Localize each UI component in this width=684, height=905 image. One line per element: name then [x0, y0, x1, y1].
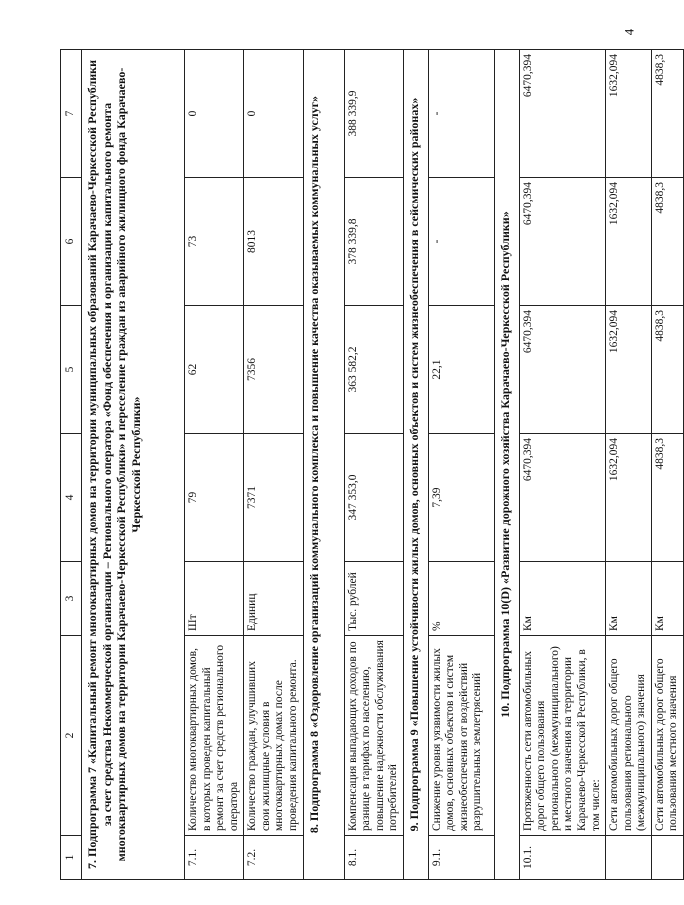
value-col7: -: [428, 50, 494, 178]
rotated-page: [60, 50, 680, 880]
value-col4: 79: [185, 434, 244, 562]
table-row: [244, 50, 303, 880]
value-col6: 1632,094: [606, 178, 652, 306]
value-col4: 7371: [244, 434, 303, 562]
value-col5: 1632,094: [606, 306, 652, 434]
row-number: [606, 836, 652, 880]
table-row: [344, 50, 403, 880]
unit: %: [428, 562, 494, 636]
value-col5: 22,1: [428, 306, 494, 434]
row-number: 7.1.: [185, 836, 244, 880]
value-col5: 62: [185, 306, 244, 434]
value-col7: 6470,394: [519, 50, 605, 178]
row-number: 9.1.: [428, 836, 494, 880]
section-10-row: [494, 50, 519, 880]
value-col7: 388 339,9: [344, 50, 403, 178]
value-col4: 7,39: [428, 434, 494, 562]
indicator-name: Количество многоквартирных домов, в которых проведен капитальный ремонт за счет средств регионального оператора: [185, 636, 244, 836]
indicators-table: [60, 49, 684, 880]
section-10-title: 10. Подпрограмма 10(D) «Развитие дорожного хозяйства Карачаево-Черкесской Республики»: [494, 50, 519, 880]
value-col4: 347 353,0: [344, 434, 403, 562]
indicator-name: Сети автомобильных дорог общего пользования местного значения: [651, 636, 683, 836]
unit: Шт: [185, 562, 244, 636]
indicator-name: Снижение уровня уязвимости жилых домов, основных объектов и систем жизнеобеспечения от воздействий разрушительных землетрясений: [428, 636, 494, 836]
col-header-7: 7: [61, 50, 82, 178]
value-col6: 4838,3: [651, 178, 683, 306]
value-col6: -: [428, 178, 494, 306]
page-number: 4: [620, 28, 636, 36]
header-row: [61, 50, 82, 880]
table-row: [606, 50, 652, 880]
indicator-name: Протяженность сети автомобильных дорог общего пользования регионального (межмуниципального) и местного значения на территории Карачаево-Черкесской Республики, в том числе:: [519, 636, 605, 836]
col-header-6: 6: [61, 178, 82, 306]
value-col7: 0: [185, 50, 244, 178]
col-header-3: 3: [61, 562, 82, 636]
unit: Км: [606, 562, 652, 636]
value-col4: 4838,3: [651, 434, 683, 562]
unit: Единиц: [244, 562, 303, 636]
indicator-name: Сети автомобильных дорог общего пользования регионального (межмуниципального) значения: [606, 636, 652, 836]
value-col4: 1632,094: [606, 434, 652, 562]
value-col5: 4838,3: [651, 306, 683, 434]
section-9-title: 9. Подпрограмма 9 «Повышение устойчивости жилых домов, основных объектов и систем жизнеобеспечения в сейсмических районах»: [403, 50, 428, 880]
section-7-row: [82, 50, 185, 880]
row-number: 10.1.: [519, 836, 605, 880]
col-header-2: 2: [61, 636, 82, 836]
value-col6: 8013: [244, 178, 303, 306]
value-col5: 6470,394: [519, 306, 605, 434]
value-col6: 378 339,8: [344, 178, 403, 306]
table-row: [651, 50, 683, 880]
value-col7: 0: [244, 50, 303, 178]
table-row: [519, 50, 605, 880]
value-col5: 363 582,2: [344, 306, 403, 434]
value-col7: 1632,094: [606, 50, 652, 178]
value-col6: 73: [185, 178, 244, 306]
value-col5: 7356: [244, 306, 303, 434]
table-row: [428, 50, 494, 880]
section-8-row: [303, 50, 344, 880]
col-header-5: 5: [61, 306, 82, 434]
col-header-4: 4: [61, 434, 82, 562]
value-col6: 6470,394: [519, 178, 605, 306]
row-number: [651, 836, 683, 880]
table-row: [185, 50, 244, 880]
value-col4: 6470,394: [519, 434, 605, 562]
col-header-1: 1: [61, 836, 82, 880]
section-8-title: 8. Подпрограмма 8 «Оздоровление организаций коммунального комплекса и повышение качества оказываемых коммунальных услуг»: [303, 50, 344, 880]
indicator-name: Количество граждан, улучшивших свои жилищные условия в многоквартирных домах после проведения капитального ремонта.: [244, 636, 303, 836]
indicator-name: Компенсация выпадающих доходов по разнице в тарифах по населению, повышение надежности обслуживания потребителей: [344, 636, 403, 836]
section-9-row: [403, 50, 428, 880]
section-7-title: 7. Подпрограмма 7 «Капитальный ремонт многоквартирных домов на территории муниципальных образований Карачаево-Черкесской Республики за счет средства Некоммерческой организации – Регионального оператора «Фонд обеспечения и организации капитального ремонта многоквартирных домов на территории Карачаево-Черкесской Республики» и переселение граждан из аварийного жилищного фонда Карачаево-Черкесской Республики»: [82, 50, 185, 880]
row-number: 7.2.: [244, 836, 303, 880]
row-number: 8.1.: [344, 836, 403, 880]
value-col7: 4838,3: [651, 50, 683, 178]
unit: Км: [519, 562, 605, 636]
unit: Км: [651, 562, 683, 636]
unit: Тыс. рублей: [344, 562, 403, 636]
